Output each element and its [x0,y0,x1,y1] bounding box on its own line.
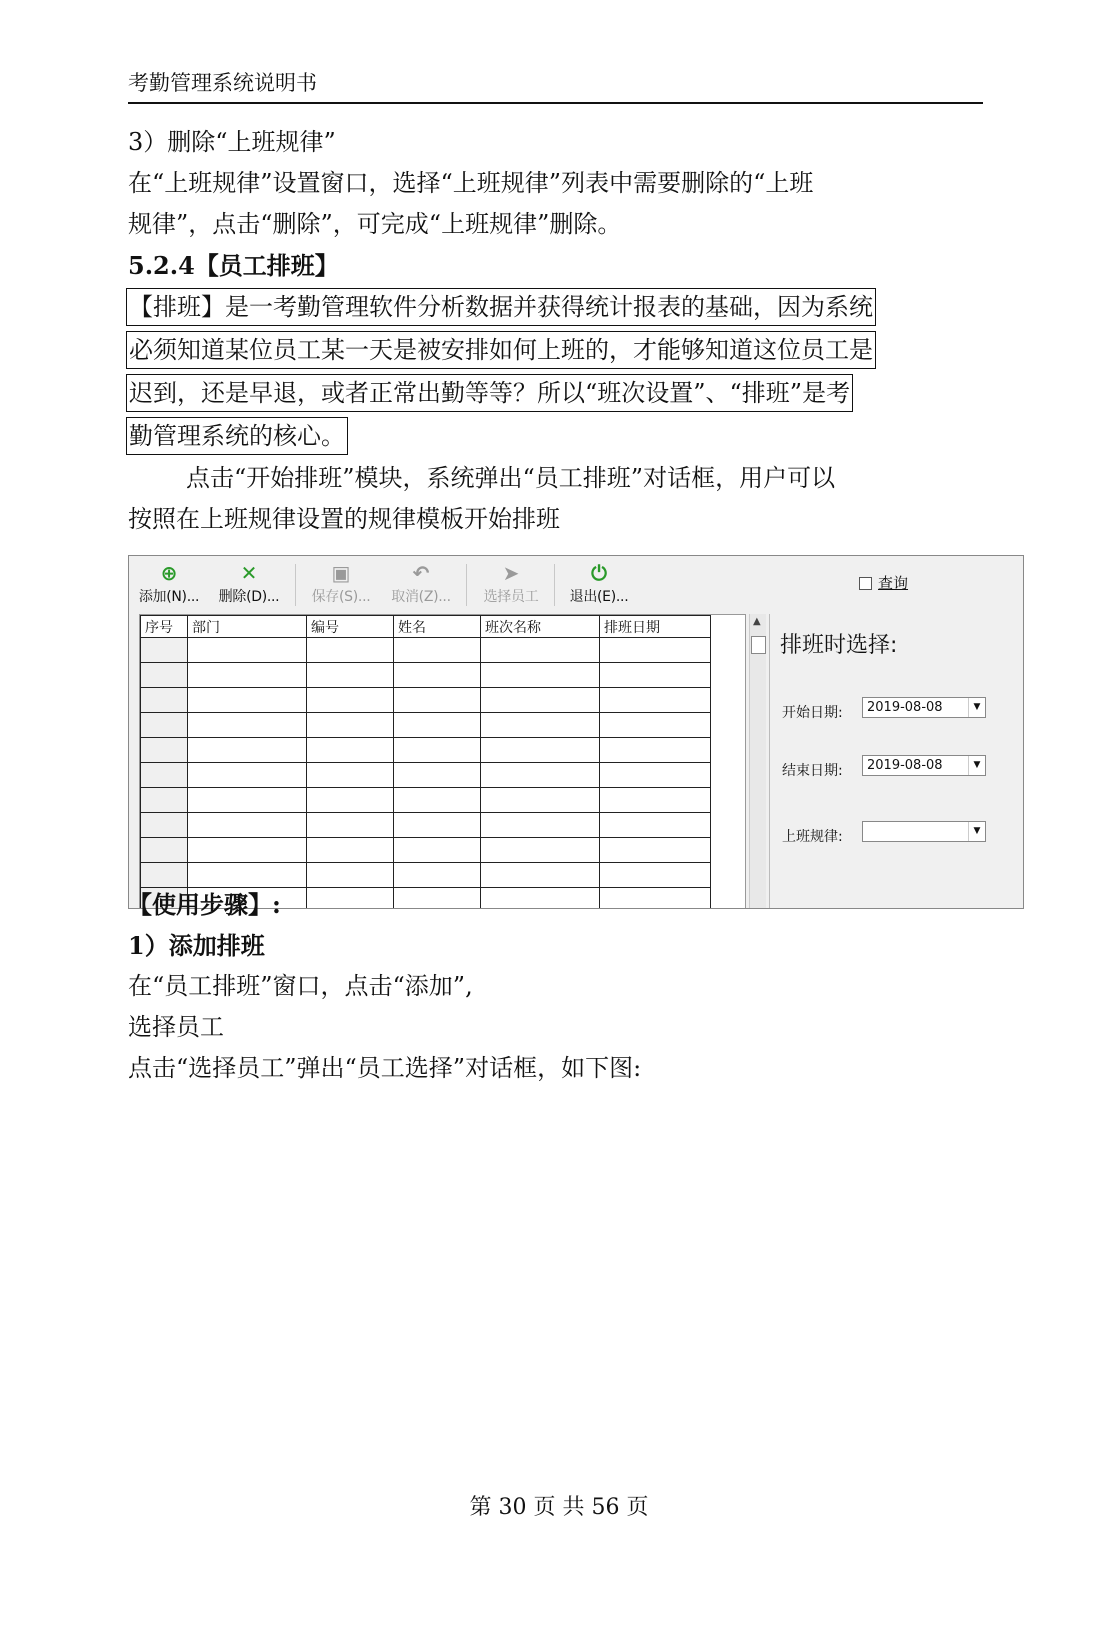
section-heading: 5.2.4【员工排班】 [128,251,339,280]
table-row[interactable] [141,663,711,688]
table-cell[interactable] [394,788,481,813]
delete-label: 删除(D)... [218,589,280,605]
table-cell[interactable] [141,788,188,813]
table-row[interactable] [141,813,711,838]
power-icon: ⏻ [591,561,607,585]
scroll-thumb[interactable] [751,636,766,654]
schedule-grid[interactable] [139,614,746,909]
table-cell[interactable] [188,688,307,713]
schedule-table [140,615,711,909]
table-cell[interactable] [188,788,307,813]
column-header-department[interactable]: 部门 [188,616,307,638]
table-cell[interactable] [307,738,394,763]
table-cell[interactable] [600,788,711,813]
table-cell[interactable] [394,763,481,788]
step1-heading: 1）添加排班 [128,931,265,960]
boxed-line-1: 【排班】是一考勤管理软件分析数据并获得统计报表的基础，因为系统 [126,288,876,326]
cancel-button[interactable] [381,560,461,610]
table-cell[interactable] [188,813,307,838]
save-label: 保存(S)... [311,589,371,605]
rule-select[interactable] [862,821,986,842]
table-cell[interactable] [394,663,481,688]
add-label: 添加(N)... [138,589,200,605]
table-cell[interactable] [600,688,711,713]
boxed-line-2: 必须知道某位员工某一天是被安排如何上班的，才能够知道这位员工是 [126,331,876,369]
table-cell[interactable] [481,713,600,738]
add-icon: ⊕ [160,561,178,585]
table-row[interactable] [141,763,711,788]
table-cell[interactable] [481,763,600,788]
column-header-shift-name[interactable]: 班次名称 [481,616,600,638]
boxed-line-4: 勤管理系统的核心。 [126,417,348,455]
table-cell[interactable] [600,663,711,688]
cancel-label: 取消(Z)... [391,589,451,605]
schedule-window-screenshot [128,555,1024,909]
table-cell[interactable] [141,688,188,713]
schedule-options-panel [769,614,1024,908]
select-employee-label: 选择员工 [483,589,539,605]
start-date-field [782,700,981,722]
table-cell[interactable] [481,738,600,763]
table-cell[interactable] [394,638,481,663]
table-cell[interactable] [141,763,188,788]
table-cell[interactable] [141,713,188,738]
rule-label: 上班规律: [782,829,843,845]
step1-line-3: 点击“选择员工”弹出“员工选择”对话框，如下图: [128,1054,642,1082]
column-header-schedule-date[interactable]: 排班日期 [600,616,711,638]
boxed-note [128,286,988,458]
table-cell[interactable] [141,838,188,863]
table-cell[interactable] [481,663,600,688]
table-cell[interactable] [188,663,307,688]
undo-icon: ↶ [412,561,430,585]
vertical-scrollbar[interactable] [749,614,766,908]
end-date-value: 2019-08-08 [867,758,943,773]
table-row[interactable] [141,688,711,713]
start-date-value: 2019-08-08 [867,700,943,715]
paragraph-intro-1: 点击“开始排班”模块，系统弹出“员工排班”对话框，用户可以 [186,464,836,492]
chevron-down-icon[interactable]: ▼ [968,822,985,841]
table-cell[interactable] [307,838,394,863]
document-header [128,68,983,104]
start-date-label: 开始日期: [782,705,843,721]
paragraph-delete-desc-1: 在“上班规律”设置窗口，选择“上班规律”列表中需要删除的“上班 [128,169,814,197]
table-header-row [141,616,711,638]
table-cell[interactable] [307,788,394,813]
table-row[interactable] [141,788,711,813]
table-cell[interactable] [307,763,394,788]
table-cell[interactable] [600,738,711,763]
scroll-up-icon[interactable]: ▲ [753,616,761,627]
table-cell[interactable] [600,813,711,838]
paragraph-delete-title: 3）删除“上班规律” [128,128,336,156]
table-cell[interactable] [307,638,394,663]
table-cell[interactable] [394,713,481,738]
table-cell[interactable] [188,713,307,738]
table-cell[interactable] [141,638,188,663]
panel-title: 排班时选择: [780,633,898,658]
step1-line-1: 在“员工排班”窗口，点击“添加”, [128,972,473,1000]
query-label: 查询 [878,574,909,592]
column-header-index[interactable]: 序号 [141,616,188,638]
table-cell[interactable] [188,763,307,788]
table-cell[interactable] [600,638,711,663]
table-row[interactable] [141,713,711,738]
rule-field [782,826,981,846]
table-cell[interactable] [600,713,711,738]
paragraph-delete-desc-2: 规律”，点击“删除”，可完成“上班规律”删除。 [128,210,622,238]
table-cell[interactable] [481,788,600,813]
table-cell[interactable] [307,688,394,713]
table-cell[interactable] [141,813,188,838]
table-cell[interactable] [481,838,600,863]
column-header-code[interactable]: 编号 [307,616,394,638]
table-cell[interactable] [307,713,394,738]
table-cell[interactable] [307,663,394,688]
step1-line-2: 选择员工 [128,1013,224,1041]
table-cell[interactable] [481,688,600,713]
table-cell[interactable] [141,663,188,688]
table-cell[interactable] [481,813,600,838]
column-header-name[interactable]: 姓名 [394,616,481,638]
exit-label: 退出(E)... [569,589,629,605]
body-section-bottom [128,884,988,1089]
end-date-label: 结束日期: [782,763,843,779]
page-footer [0,1490,1118,1521]
table-row[interactable] [141,638,711,663]
cursor-icon: ➤ [502,561,520,585]
checkbox-box[interactable] [859,577,872,590]
chevron-down-icon[interactable]: ▼ [968,698,985,717]
table-cell[interactable] [141,738,188,763]
toolbar [129,556,1023,614]
save-button[interactable] [301,560,381,610]
start-date-picker[interactable] [862,697,986,718]
header-title: 考勤管理系统说明书 [128,71,317,95]
table-row[interactable] [141,838,711,863]
table-cell[interactable] [188,638,307,663]
chevron-down-icon[interactable]: ▼ [968,756,985,775]
body-section-top [128,122,988,540]
toolbar-separator [554,564,555,606]
table-cell[interactable] [600,838,711,863]
delete-icon: ✕ [240,561,258,585]
table-cell[interactable] [481,638,600,663]
save-icon: ▣ [331,561,351,585]
table-cell[interactable] [394,813,481,838]
end-date-field [782,758,981,780]
paragraph-intro-2: 按照在上班规律设置的规律模板开始排班 [128,505,560,533]
exit-button[interactable] [559,560,639,610]
toolbar-separator [466,564,467,606]
table-row[interactable] [141,738,711,763]
delete-button[interactable] [209,560,289,610]
add-button[interactable] [129,560,209,610]
table-cell[interactable] [394,838,481,863]
page-number: 第 30 页 共 56 页 [469,1495,649,1520]
table-cell[interactable] [394,688,481,713]
steps-heading: 【使用步骤】: [128,890,281,919]
table-cell[interactable] [188,738,307,763]
select-employee-button[interactable] [471,560,551,610]
table-body [141,638,711,910]
boxed-line-3: 迟到，还是早退，或者正常出勤等等？所以“班次设置”、“排班”是考 [126,374,853,412]
end-date-picker[interactable] [862,755,986,776]
toolbar-separator [295,564,296,606]
table-cell[interactable] [394,738,481,763]
table-cell[interactable] [600,763,711,788]
table-cell[interactable] [188,838,307,863]
query-checkbox[interactable] [859,572,908,593]
table-cell[interactable] [307,813,394,838]
